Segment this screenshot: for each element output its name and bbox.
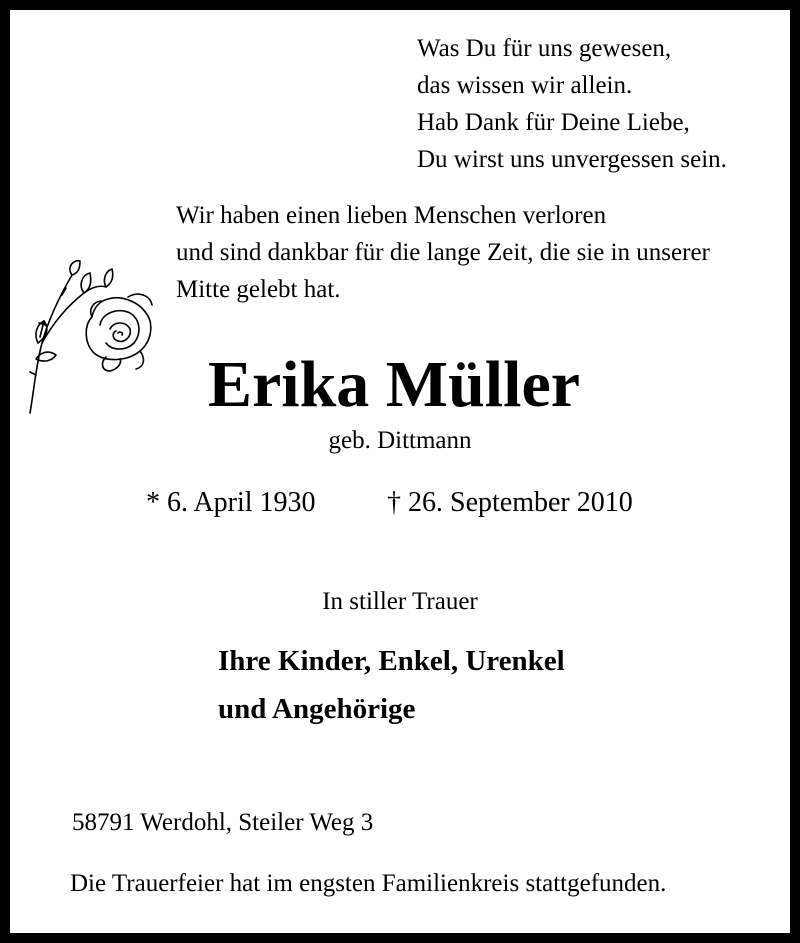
- intro-line: Wir haben einen lieben Menschen verloren: [176, 202, 607, 229]
- poem-line: Hab Dank für Deine Liebe,: [417, 109, 690, 136]
- maiden-name: geb. Dittmann: [328, 427, 472, 454]
- mourners: [218, 637, 565, 733]
- mourning-phrase: In stiller Trauer: [322, 588, 478, 615]
- intro-text: [176, 197, 710, 308]
- poem-line: das wissen wir allein.: [417, 72, 633, 99]
- mourners-line: Ihre Kinder, Enkel, Urenkel: [218, 645, 565, 677]
- poem: [417, 30, 727, 178]
- intro-line: Mitte gelebt hat.: [176, 276, 341, 303]
- mourners-line: und Angehörige: [218, 693, 416, 725]
- death-date: † 26. September 2010: [387, 487, 633, 518]
- birth-date: * 6. April 1930: [146, 487, 316, 518]
- intro-line: und sind dankbar für die lange Zeit, die sie in unserer: [176, 239, 710, 266]
- poem-line: Du wirst uns unvergessen sein.: [417, 146, 727, 173]
- address: 58791 Werdohl, Steiler Weg 3: [72, 809, 374, 836]
- poem-line: Was Du für uns gewesen,: [417, 35, 672, 62]
- ceremony-note: Die Trauerfeier hat im engsten Familienkreis stattgefunden.: [70, 870, 667, 897]
- deceased-name: Erika Müller: [207, 348, 581, 421]
